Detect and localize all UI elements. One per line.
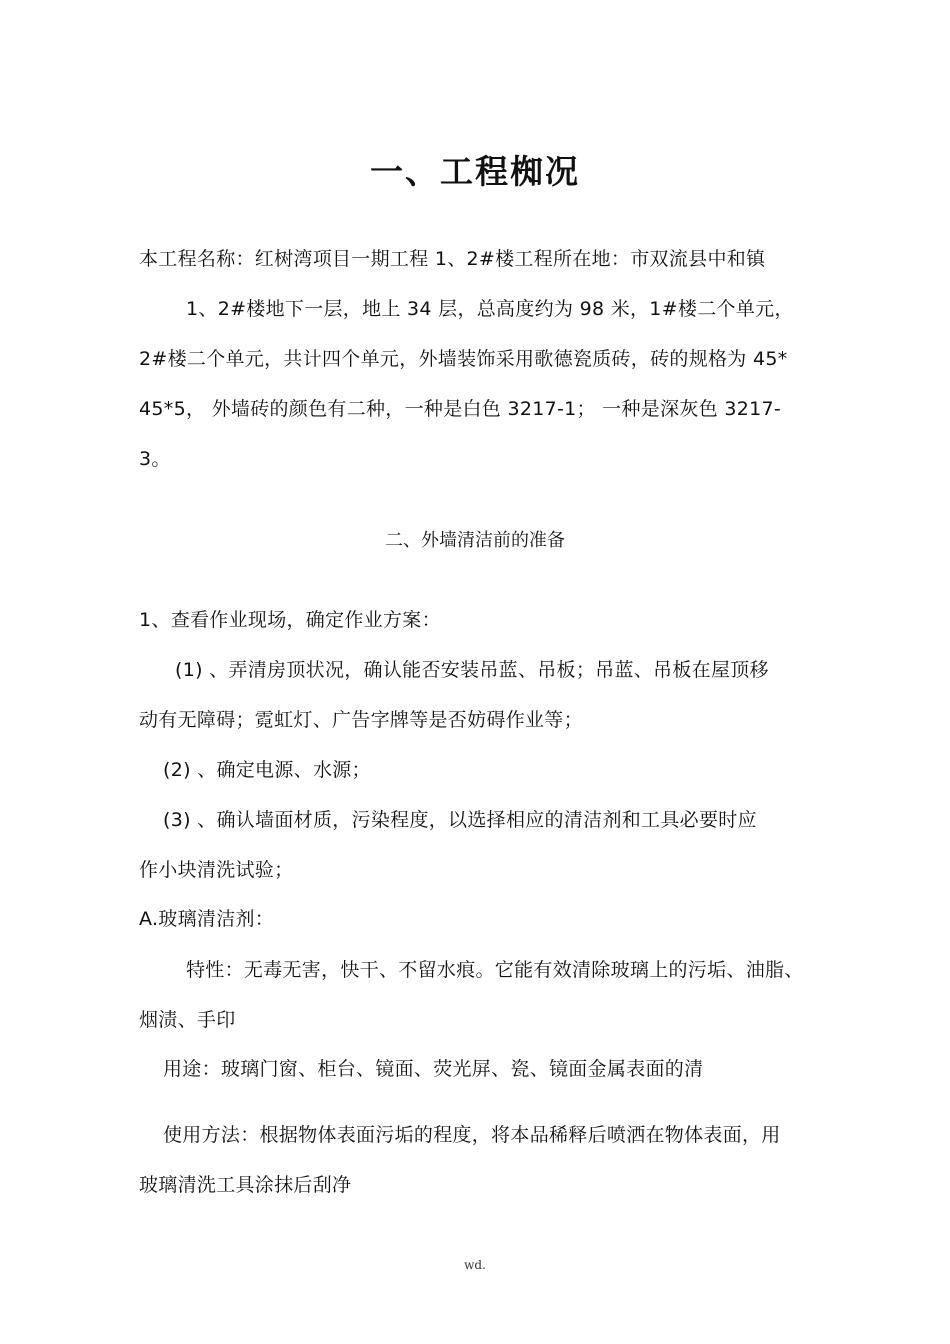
properties-line-1: 特性：无毒无害，快干、不留水痕。它能有效清除玻璃上的污垢、油脂、 xyxy=(186,959,804,981)
item-3-line-2: 作小块清洗试验； xyxy=(139,859,294,881)
method-line-1: 使用方法：根据物体表面污垢的程度，将本品稀释后喷洒在物体表面，用 xyxy=(163,1124,781,1146)
section-heading: 二、外墙清洁前的准备 xyxy=(385,530,565,551)
building-info-line-4: 3。 xyxy=(139,448,171,470)
page-title: 一、工程椥况 xyxy=(370,152,580,191)
method-line-2: 玻璃清洗工具涂抹后刮净 xyxy=(139,1174,352,1196)
item-1-line-1: (1) 、弄清房顶状况，确认能否安装吊蓝、吊板；吊蓝、吊板在屋顶移 xyxy=(175,659,769,681)
step-1-heading: 1、查看作业现场，确定作业方案： xyxy=(139,609,441,631)
project-name-line: 本工程名称：红树湾项目一期工程 1、2#楼工程所在地：市双流县中和镇 xyxy=(139,248,766,270)
item-1-line-2: 动有无障碍；霓虹灯、广告字牌等是否妨碍作业等； xyxy=(139,709,583,731)
usage-line: 用途：玻璃门窗、柜台、镜面、荧光屏、瓷、镜面金属表面的清 xyxy=(163,1058,704,1080)
item-2-line: (2) 、确定电源、水源； xyxy=(163,759,371,781)
glass-cleaner-heading: A.玻璃清洁剂： xyxy=(139,908,275,930)
building-info-line-1: 1、2#楼地下一层，地上 34 层，总高度约为 98 米，1#楼二个单元， xyxy=(186,298,794,320)
properties-line-2: 烟渍、手印 xyxy=(139,1009,236,1031)
item-3-line-1: (3) 、确认墙面材质，污染程度，以选择相应的清洁剂和工具必要时应 xyxy=(163,809,757,831)
page-footer: wd. xyxy=(464,1258,486,1272)
building-info-line-2: 2#楼二个单元，共计四个单元，外墙装饰采用歌德瓷质砖，砖的规格为 45* xyxy=(139,348,788,370)
building-info-line-3: 45*5， 外墙砖的颜色有二种，一种是白色 3217-1； 一种是深灰色 3217- xyxy=(139,398,782,420)
